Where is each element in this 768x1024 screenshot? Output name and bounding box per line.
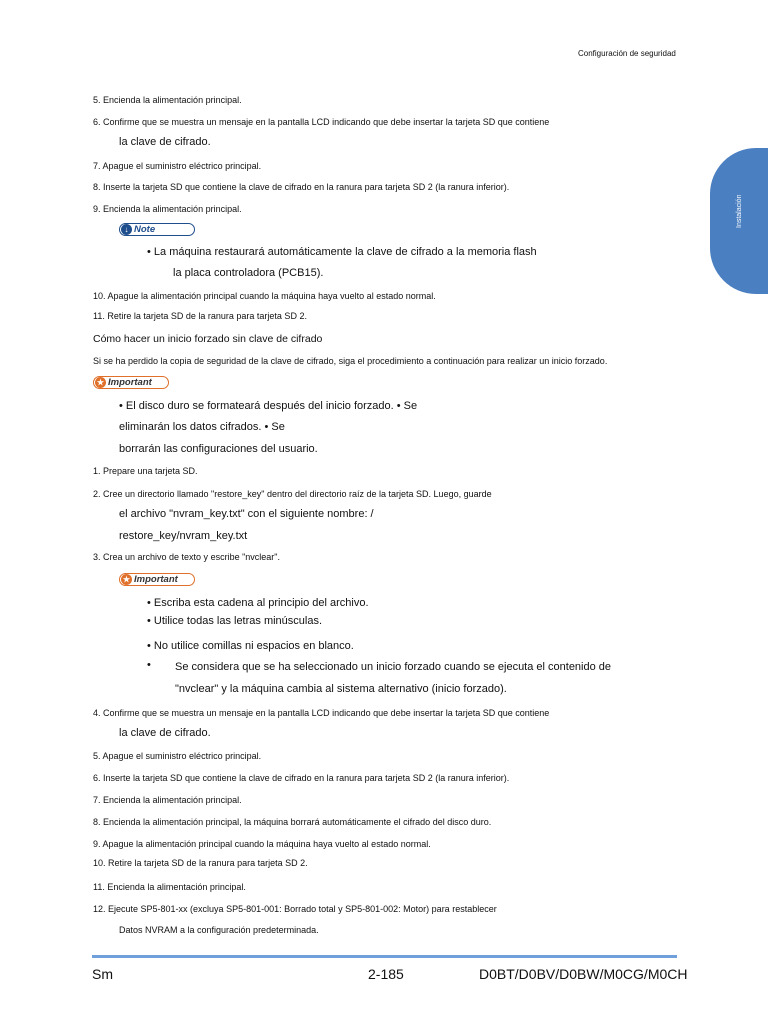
step-line: 2. Cree un directorio llamado "restore_key" dentro del directorio raíz de la tarjeta SD. Luego, guarde: [93, 489, 492, 499]
step-line: 10. Apague la alimentación principal cuando la máquina haya vuelto al estado normal.: [93, 291, 436, 301]
step-line: 11. Encienda la alimentación principal.: [93, 882, 246, 892]
step-line: 6. Inserte la tarjeta SD que contiene la clave de cifrado en la ranura para tarjeta SD 2 (la ranura inferior).: [93, 773, 510, 783]
important-label: Important: [134, 574, 178, 585]
note-bullet: la placa controladora (PCB15).: [173, 267, 324, 279]
important-bullet: • El disco duro se formateará después del inicio forzado. • Se: [119, 400, 418, 412]
step-line: 8. Encienda la alimentación principal, la máquina borrará automáticamente el cifrado del disco duro.: [93, 817, 492, 827]
step-line: el archivo "nvram_key.txt" con el siguiente nombre: /: [119, 508, 374, 520]
step-line: la clave de cifrado.: [119, 727, 211, 739]
footer-left: Sm: [92, 966, 113, 982]
running-header: Configuración de seguridad: [578, 49, 676, 58]
step-line: 7. Encienda la alimentación principal.: [93, 795, 242, 805]
section-tab-label: Instalación: [736, 194, 743, 228]
note-badge: [119, 223, 195, 236]
star-icon: ★: [96, 377, 105, 387]
step-line: 5. Apague el suministro eléctrico principal.: [93, 751, 262, 761]
important-badge: [119, 573, 195, 586]
step-line: 10. Retire la tarjeta SD de la ranura para tarjeta SD 2.: [93, 858, 308, 868]
step-line: la clave de cifrado.: [119, 136, 211, 148]
step-line: 11. Retire la tarjeta SD de la ranura para tarjeta SD 2.: [93, 311, 307, 321]
important-bullet: • Escriba esta cadena al principio del archivo.: [147, 597, 369, 609]
step-line: 3. Crea un archivo de texto y escribe "nvclear".: [93, 552, 280, 562]
model-codes: D0BT/D0BV/D0BW/M0CG/M0CH: [479, 966, 688, 982]
step-line: restore_key/nvram_key.txt: [119, 530, 248, 542]
important-bullet: eliminarán los datos cifrados. • Se: [119, 421, 285, 433]
important-bullet: • Utilice todas las letras minúsculas.: [147, 615, 323, 627]
step-line: Datos NVRAM a la configuración predeterminada.: [119, 925, 319, 935]
star-icon: ★: [122, 574, 131, 584]
important-badge: [93, 376, 169, 389]
step-line: 12. Ejecute SP5-801-xx (excluya SP5-801-001: Borrado total y SP5-801-002: Motor) para restablecer: [93, 904, 497, 914]
important-bullet: Se considera que se ha seleccionado un inicio forzado cuando se ejecuta el contenido de: [175, 661, 612, 673]
step-line: 9. Apague la alimentación principal cuando la máquina haya vuelto al estado normal.: [93, 839, 431, 849]
arrow-down-icon: ↓: [121, 224, 132, 235]
intro-line: Si se ha perdido la copia de seguridad de la clave de cifrado, siga el procedimiento a continuación para realizar un inicio forzado.: [93, 356, 608, 366]
note-bullet: • La máquina restaurará automáticamente la clave de cifrado a la memoria flash: [147, 246, 537, 258]
step-line: 5. Encienda la alimentación principal.: [93, 95, 242, 105]
step-line: 1. Prepare una tarjeta SD.: [93, 466, 198, 476]
note-label: Note: [134, 224, 156, 235]
step-line: 7. Apague el suministro eléctrico principal.: [93, 161, 262, 171]
important-bullet: borrarán las configuraciones del usuario.: [119, 443, 318, 455]
subsection-heading: Cómo hacer un inicio forzado sin clave de cifrado: [93, 333, 323, 345]
page-number: 2-185: [368, 966, 404, 982]
important-bullet: "nvclear" y la máquina cambia al sistema alternativo (inicio forzado).: [175, 683, 507, 695]
step-line: 4. Confirme que se muestra un mensaje en la pantalla LCD indicando que debe insertar la tarjeta SD que contiene: [93, 708, 550, 718]
step-line: 8. Inserte la tarjeta SD que contiene la clave de cifrado en la ranura para tarjeta SD 2 (la ranura inferior).: [93, 182, 510, 192]
important-bullet: • No utilice comillas ni espacios en blanco.: [147, 640, 354, 652]
step-line: 6. Confirme que se muestra un mensaje en la pantalla LCD indicando que debe insertar la tarjeta SD que contiene: [93, 117, 550, 127]
important-label: Important: [108, 377, 152, 388]
bullet-mark: •: [147, 659, 151, 671]
footer-rule: [92, 955, 677, 958]
step-line: 9. Encienda la alimentación principal.: [93, 204, 242, 214]
